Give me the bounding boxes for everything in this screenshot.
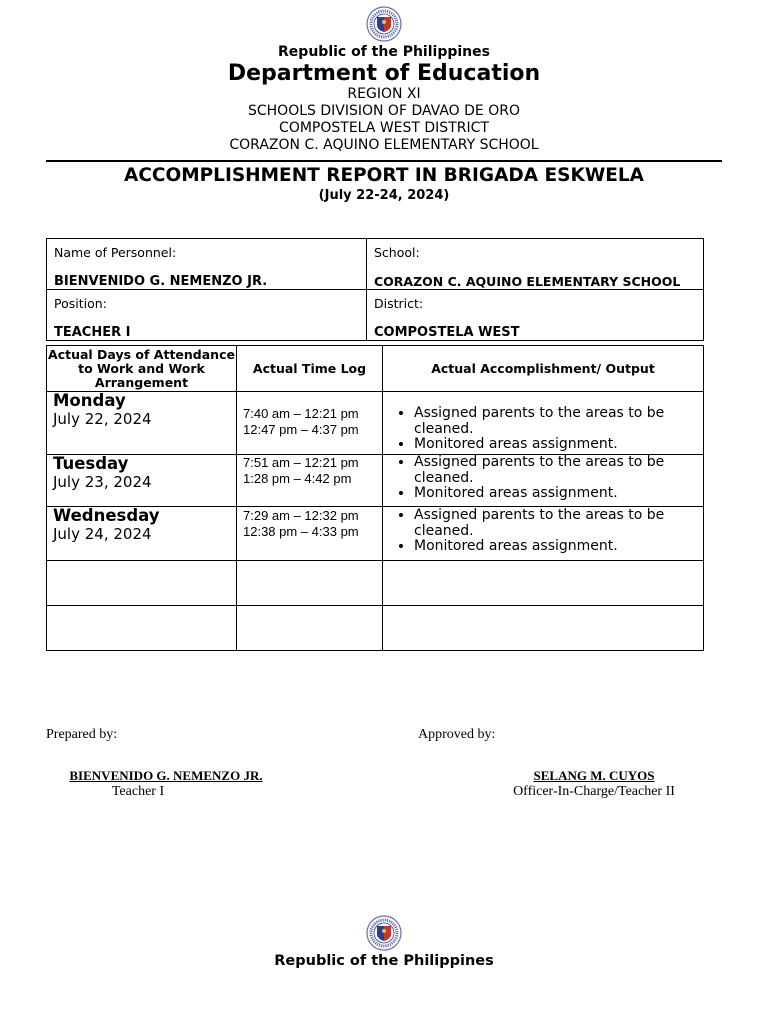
personnel-info-table xyxy=(46,238,704,341)
time-log-pm: 12:47 pm – 4:37 pm xyxy=(243,422,359,437)
district-value: COMPOSTELA WEST xyxy=(374,325,520,340)
school-line: CORAZON C. AQUINO ELEMENTARY SCHOOL xyxy=(229,137,539,153)
column-header-time-log: Actual Time Log xyxy=(237,346,383,392)
report-dates: (July 22-24, 2024) xyxy=(318,188,450,203)
approved-by-title: Officer-In-Charge/Teacher II xyxy=(513,784,675,799)
name-of-personnel-cell xyxy=(47,239,367,290)
division-line: SCHOOLS DIVISION OF DAVAO DE ORO xyxy=(247,103,520,119)
region-line: REGION XI xyxy=(347,86,421,102)
day-name: Monday xyxy=(53,391,126,410)
day-name: Wednesday xyxy=(53,506,160,525)
accomplishment-list xyxy=(383,455,703,502)
accomplishment-item: • Monitored areas assignment. xyxy=(414,539,703,555)
time-log-pm: 12:38 pm – 4:33 pm xyxy=(243,524,359,539)
school-cell xyxy=(367,239,704,290)
approved-by-name: SELANG M. CUYOS xyxy=(533,768,655,783)
accomplishment-item: • Assigned parents to the areas to be cleaned. xyxy=(414,455,703,486)
position-value: TEACHER I xyxy=(54,325,131,340)
table-row xyxy=(47,507,704,561)
table-row xyxy=(47,392,704,455)
prepared-by-label: Prepared by: xyxy=(46,727,118,742)
position-label: Position: xyxy=(54,296,107,311)
district-label: District: xyxy=(374,296,424,311)
time-log-am: 7:40 am – 12:21 pm xyxy=(243,406,359,421)
time-log-am: 7:29 am – 12:32 pm xyxy=(243,508,359,523)
day-date: July 24, 2024 xyxy=(53,525,152,543)
table-row-empty xyxy=(47,606,704,651)
day-date: July 22, 2024 xyxy=(53,410,152,428)
table-row xyxy=(47,455,704,507)
accomplishment-item: • Assigned parents to the areas to be cleaned. xyxy=(414,508,703,539)
accomplishment-item: • Monitored areas assignment. xyxy=(414,486,703,502)
name-value: BIENVENIDO G. NEMENZO JR. xyxy=(54,274,268,289)
table-header-row xyxy=(47,346,704,392)
day-name: Tuesday xyxy=(53,454,129,473)
accomplishment-item: • Monitored areas assignment. xyxy=(414,437,703,453)
header-divider xyxy=(46,160,722,162)
footer-country: Republic of the Philippines xyxy=(274,953,494,969)
time-log-am: 7:51 am – 12:21 pm xyxy=(243,455,359,470)
name-label: Name of Personnel: xyxy=(54,245,177,260)
school-label: School: xyxy=(374,245,420,260)
column-header-days: Actual Days of Attendance to Work and Work Arrangement xyxy=(48,346,235,390)
accomplishment-list xyxy=(383,406,703,453)
deped-seal-icon xyxy=(366,915,402,951)
department-heading: Department of Education xyxy=(227,61,541,86)
accomplishment-list xyxy=(383,508,703,555)
table-row-empty xyxy=(47,561,704,606)
approved-by-label: Approved by: xyxy=(418,727,496,742)
accomplishment-item: • Assigned parents to the areas to be cleaned. xyxy=(414,406,703,437)
school-value: CORAZON C. AQUINO ELEMENTARY SCHOOL xyxy=(374,274,681,289)
prepared-by-title: Teacher I xyxy=(111,784,165,799)
district-line: COMPOSTELA WEST DISTRICT xyxy=(279,120,489,136)
column-header-accomplishment: Actual Accomplishment/ Output xyxy=(383,346,704,392)
position-cell xyxy=(47,290,367,341)
attendance-table xyxy=(46,345,704,651)
district-cell xyxy=(367,290,704,341)
prepared-by-name: BIENVENIDO G. NEMENZO JR. xyxy=(69,768,263,783)
report-title: ACCOMPLISHMENT REPORT IN BRIGADA ESKWELA xyxy=(124,165,644,186)
country-heading: Republic of the Philippines xyxy=(278,44,490,60)
day-date: July 23, 2024 xyxy=(53,473,152,491)
time-log-pm: 1:28 pm – 4:42 pm xyxy=(243,471,352,486)
deped-seal-icon xyxy=(366,6,402,42)
